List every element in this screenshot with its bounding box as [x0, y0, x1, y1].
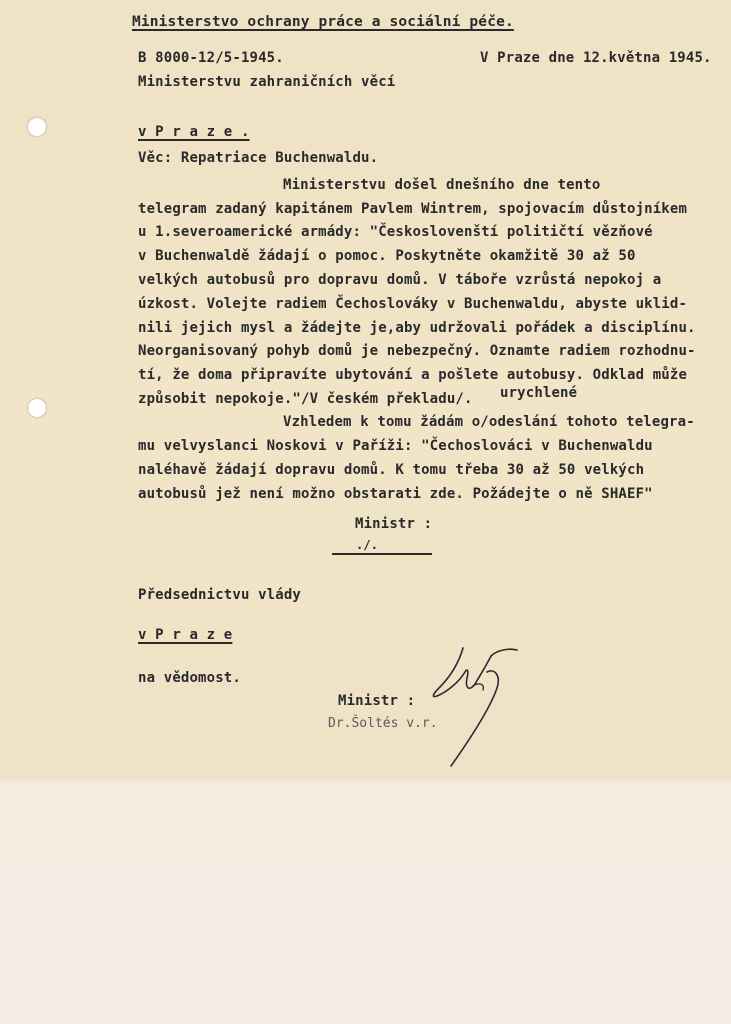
- addressee-city: v P r a z e .: [138, 124, 250, 140]
- signature-rule: [332, 553, 432, 555]
- body-line: velkých autobusů pro dopravu domů. V táboře vzrůstá nepokoj a: [138, 272, 662, 288]
- handwritten-signature: [425, 642, 535, 772]
- cc-city: v P r a z e: [138, 627, 233, 643]
- body-line: Ministerstvu došel dnešního dne tento: [283, 177, 601, 193]
- body-line: mu velvyslanci Noskovi v Paříži: "Čechoslováci v Buchenwaldu: [138, 438, 653, 454]
- signature-label: Ministr :: [355, 516, 433, 532]
- body-line: naléhavě žádají dopravu domů. K tomu třeba 30 až 50 velkých: [138, 462, 645, 478]
- body-line: autobusů jež není možno obstarati zde. Požádejte o ně SHAEF": [138, 486, 653, 502]
- signature-mark: ./.: [356, 538, 379, 552]
- body-line: tí, že doma připravíte ubytování a pošlete autobusy. Odklad může: [138, 367, 688, 383]
- body-line: u 1.severoamerické armády: "Českoslovenští političtí vězňové: [138, 224, 653, 240]
- body-line: Neorganisovaný pohyb domů je nebezpečný. Oznamte radiem rozhodnu-: [138, 343, 696, 359]
- document-date: V Praze dne 12.května 1945.: [480, 50, 712, 66]
- cc-addressee: Předsednictvu vlády: [138, 587, 301, 603]
- signer-name: Dr.Šoltés v.r.: [328, 716, 438, 731]
- signature-label-2: Ministr :: [338, 693, 416, 709]
- handwritten-insert: urychlené: [500, 385, 578, 401]
- subject-line: Věc: Repatriace Buchenwaldu.: [138, 150, 379, 166]
- body-line: způsobit nepokoje."/V českém překladu/.: [138, 391, 473, 407]
- body-line: nili jejich mysl a žádejte je,aby udržovali pořádek a disciplínu.: [138, 320, 696, 336]
- ministry-heading: Ministerstvo ochrany práce a sociální péče.: [132, 14, 514, 30]
- punch-hole: [28, 399, 46, 417]
- body-line: telegram zadaný kapitánem Pavlem Wintrem, spojovacím důstojníkem: [138, 201, 688, 217]
- body-line: úzkost. Volejte radiem Čechoslováky v Buchenwaldu, abyste uklid-: [138, 296, 688, 312]
- cc-note: na vědomost.: [138, 670, 241, 686]
- punch-hole: [28, 118, 46, 136]
- reference-number: B 8000-12/5-1945.: [138, 50, 284, 66]
- body-line: v Buchenwaldě žádají o pomoc. Poskytněte okamžitě 30 až 50: [138, 248, 636, 264]
- body-line: Vzhledem k tomu žádám o/odeslání tohoto telegra-: [283, 414, 695, 430]
- addressee: Ministerstvu zahraničních věcí: [138, 74, 396, 90]
